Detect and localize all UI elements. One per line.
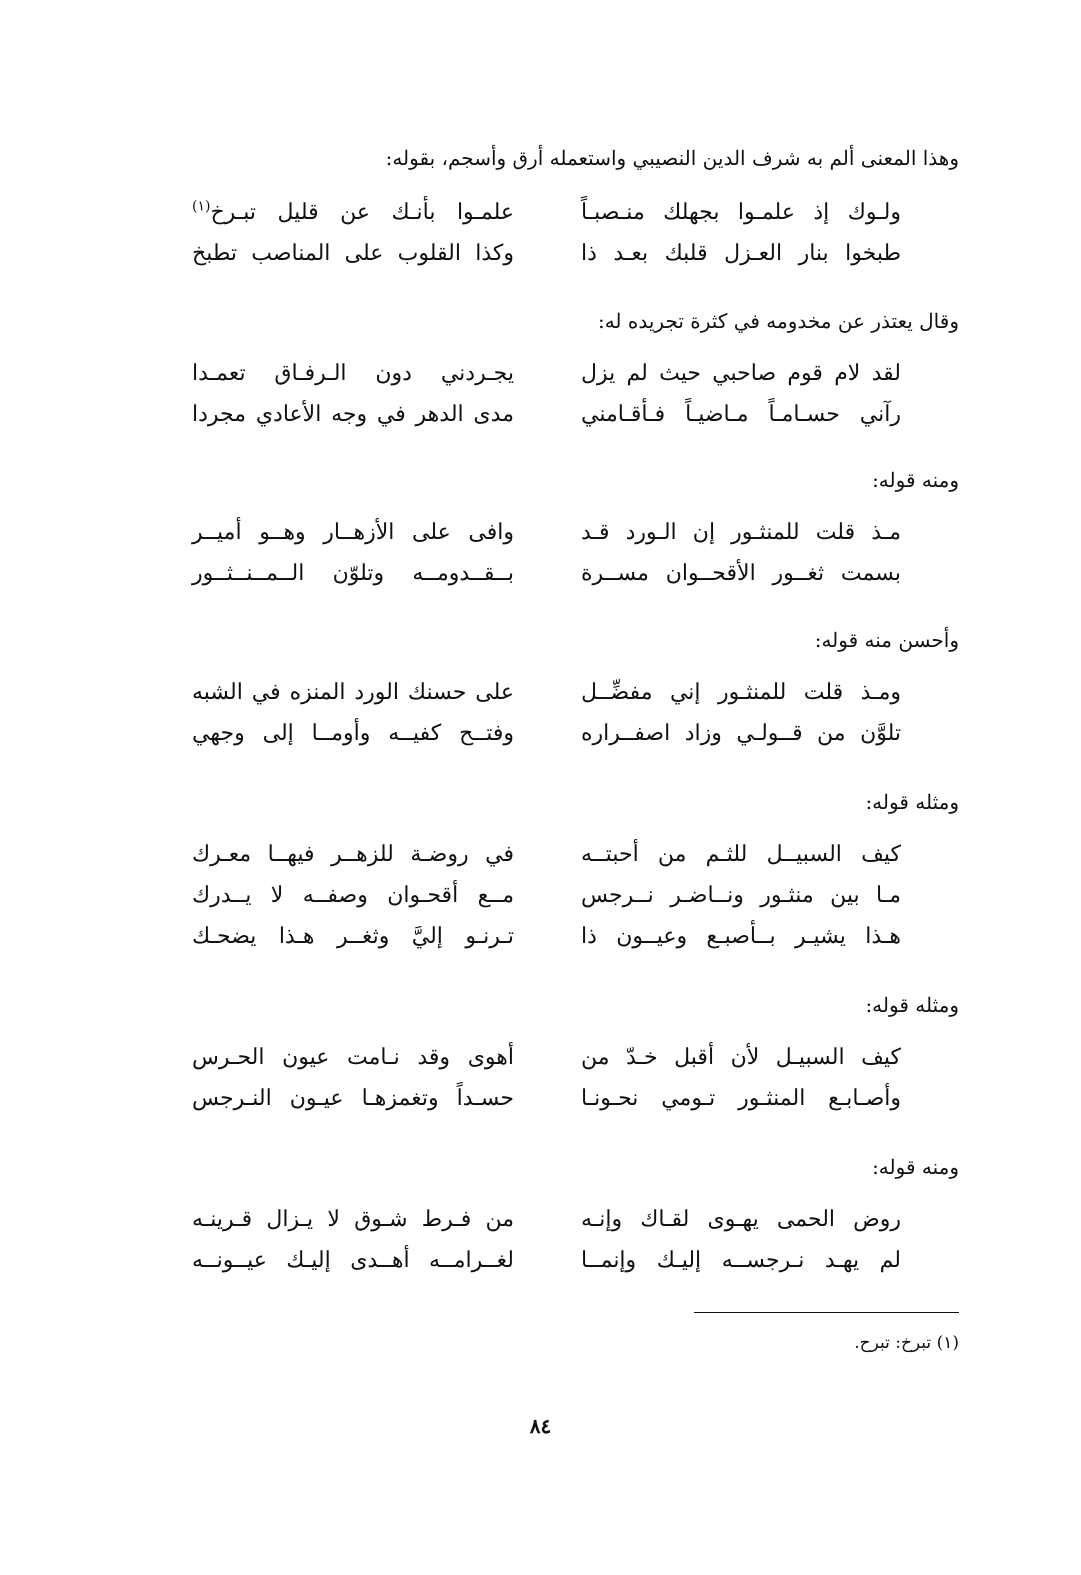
- intro-line-6: ومثله قوله:: [865, 993, 959, 1017]
- verse-6-2-left: حسـداً وتغمزهـا عيـون النـرجس: [192, 1086, 514, 1111]
- verse-1-1-left-text: علمـوا بأنـك عن قليل تبـرخ: [210, 200, 514, 225]
- verse-1-2-left: وكذا القلوب على المناصب تطبخ: [192, 241, 514, 266]
- verse-6-1-right: كيف السبيـل لأن أقبل خـدّ من: [581, 1045, 901, 1070]
- intro-line-2: وقال يعتذر عن مخدومه في كثرة تجريده له:: [597, 309, 959, 333]
- intro-line-7: ومنه قوله:: [872, 1155, 959, 1179]
- verse-5-3-left: تـرنـو إليَّ وثغــر هـذا يضحـك: [192, 924, 514, 949]
- verse-7-2-right: لم يهـد نـرجســه إليـك وإنمــا: [581, 1248, 901, 1273]
- verse-4-2-right: تلوَّن من قــولـي وزاد اصفــراره: [581, 721, 901, 746]
- verse-1-2-right: طبخوا بنار العـزل قلبك بعـد ذا: [581, 241, 901, 266]
- footnote-text: (١) تبرخ: تبرح.: [854, 1333, 959, 1353]
- intro-line-3: ومنه قوله:: [872, 468, 959, 492]
- verse-1-1-left: [192, 198, 514, 225]
- verse-3-1-left: وافى على الأزهــار وهــو أميــر: [192, 520, 514, 545]
- verse-4-1-left: على حسنك الورد المنزه في الشبه: [192, 680, 514, 705]
- verse-7-1-right: روض الحمى يهـوى لقـاك وإنـه: [581, 1207, 901, 1232]
- intro-line-1: وهذا المعنى ألم به شرف الدين النصيبي واستعمله أرق وأسجم، بقوله:: [385, 146, 959, 170]
- verse-3-2-left: بــقــدومــه وتلوّن الــمــنــثــور: [192, 561, 514, 586]
- verse-2-2-right: رآني حسـامـاً مـاضيـاً فـأقـامني: [581, 402, 901, 427]
- verse-4-2-left: وفتــح كفيــه وأومــا إلى وجهي: [192, 721, 514, 746]
- verse-7-1-left: من فـرط شـوق لا يـزال قـرينـه: [192, 1207, 514, 1232]
- verse-1-1-right: ولـوك إذ علمـوا بجهلك منـصبـاً: [581, 200, 901, 225]
- verse-4-1-right: ومـذ قلت للمنثـور إني مفضِّــل: [581, 680, 901, 705]
- footnote-reference: (١): [192, 198, 211, 215]
- verse-5-2-right: مـا بين منثـور ونــاضـر نــرجس: [581, 883, 901, 908]
- intro-line-4: وأحسن منه قوله:: [814, 628, 959, 652]
- verse-3-1-right: مـذ قلت للمنثـور إن الـورد قـد: [581, 520, 901, 545]
- verse-5-1-right: كيف السبيــل للثـم من أحبتــه: [581, 842, 901, 867]
- verse-2-1-left: يجـردني دون الـرفـاق تعمـدا: [192, 361, 514, 386]
- verse-2-1-right: لقد لام قوم صاحبي حيث لم يزل: [581, 361, 901, 386]
- intro-line-5: ومثله قوله:: [865, 790, 959, 814]
- verse-5-2-left: مــع أقحـوان وصفــه لا يــدرك: [192, 883, 514, 908]
- verse-6-2-right: وأصـابـع المنثـور تـومي نحـونـا: [581, 1086, 901, 1111]
- verse-2-2-left: مدى الدهر في وجه الأعادي مجردا: [192, 402, 514, 427]
- verse-7-2-left: لغــرامــه أهــدى إليـك عيــونــه: [192, 1248, 514, 1273]
- footnote-divider: [694, 1312, 959, 1313]
- verse-3-2-right: بسمت ثغــور الأقحــوان مســرة: [581, 561, 901, 586]
- verse-5-3-right: هـذا يشيـر بــأصبـع وعيــون ذا: [581, 924, 901, 949]
- verse-5-1-left: في روضـة للزهــر فيهــا معـرك: [192, 842, 514, 867]
- verse-6-1-left: أهوى وقد نـامت عيون الحـرس: [192, 1045, 514, 1070]
- page-number: ٨٤: [529, 1414, 552, 1438]
